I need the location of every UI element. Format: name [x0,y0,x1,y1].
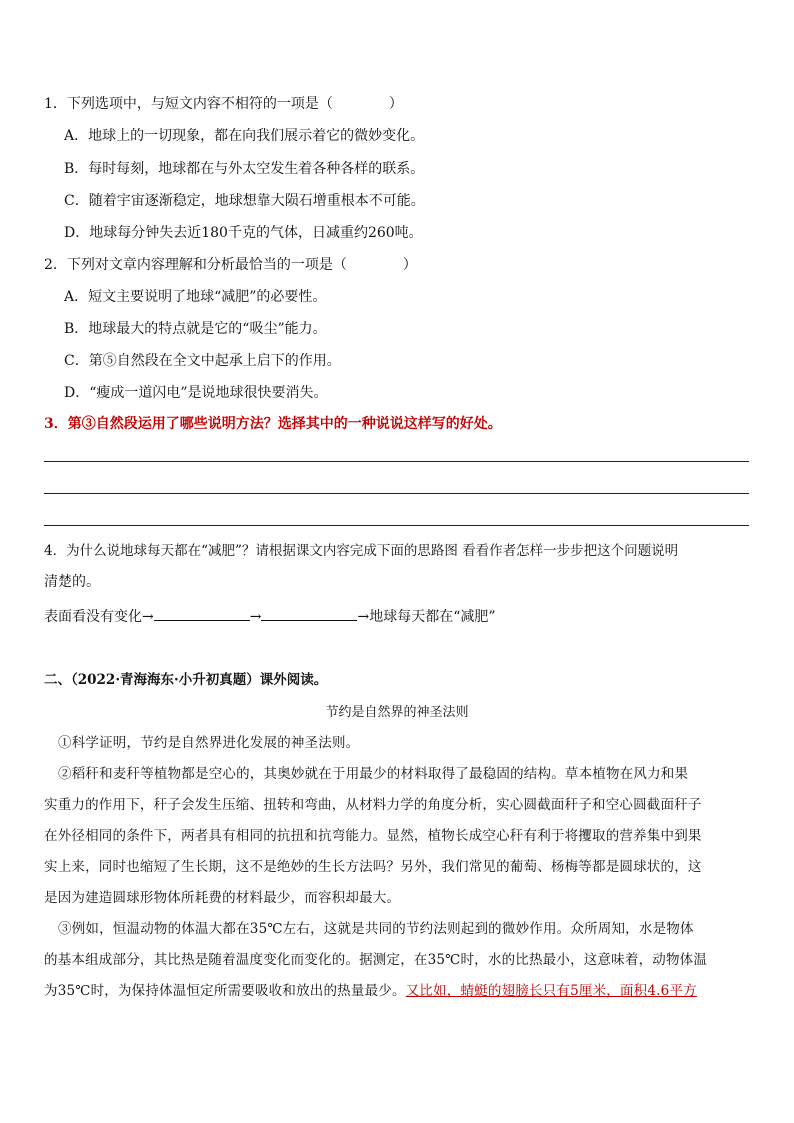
paragraph-3-line-3-text: 为35℃时，为保持体温恒定所需要吸收和放出的热量最少。 [44,983,406,999]
paragraph-3-line-3 [44,976,750,1007]
question-1-option-d: D．地球每分钟失去近180千克的气体，日减重约260吨。 [64,225,423,241]
paragraph-2-line-2: 实重力的作用下，秆子会发生压缩、扭转和弯曲，从材料力学的角度分析，实心圆截面秆子和空心圆截面秆子 [44,797,702,813]
question-2-option-a: A．短文主要说明了地球“减肥”的必要性。 [64,289,327,305]
arrow-icon: → [249,609,262,625]
paragraph-1: ①科学证明，节约是自然界进化发展的神圣法则。 [58,735,360,751]
question-2-option-c: C．第⑤自然段在全文中起承上启下的作用。 [64,353,341,369]
flow-start-label: 表面看没有变化 [44,609,142,625]
paragraph-2-line-3: 在外径相同的条件下，两者具有相同的抗扭和抗弯能力。显然，植物长成空心秆有利于将攫取的营养集中到果 [44,828,702,844]
paragraph-3-line-2: 的基本组成部分，其比热是随着温度变化而变化的。据测定，在35℃时，水的比热最小，这意味着，动物体温 [44,952,708,968]
question-4-stem-line1: 4．为什么说地球每天都在“减肥”？请根据课文内容完成下面的思路图 看看作者怎样一步步把这个问题说明 [44,543,679,559]
answer-line-3[interactable] [44,525,749,526]
paragraph-2-line-1: ②稻秆和麦秆等植物都是空心的，其奥妙就在于用最少的材料取得了最稳固的结构。草本植物在风力和果 [58,766,689,782]
question-1-option-b: B．每时每刻，地球都在与外太空发生着各种各样的联系。 [64,161,425,177]
passage-title: 节约是自然界的神圣法则 [325,705,469,720]
question-1-option-a: A．地球上的一切现象，都在向我们展示着它的微妙变化。 [64,128,425,144]
question-2-option-b: B．地球最大的特点就是它的“吸尘”能力。 [64,321,327,337]
highlighted-sentence: 又比如，蜻蜓的翅膀长只有5厘米，面积4.6平方 [405,983,697,999]
question-1-stem: 1．下列选项中，与短文内容不相符的一项是（ ） [44,96,403,112]
answer-line-1[interactable] [44,461,749,462]
section-2-heading: 二、（2022·青海海东·小升初真题）课外阅读。 [44,672,328,688]
question-4-flowchart [44,606,496,626]
question-2-option-d: D．“瘦成一道闪电”是说地球很快要消失。 [64,385,328,401]
passage-body [44,728,750,1007]
paragraph-2-line-4: 实上来，同时也缩短了生长期，这不是绝妙的生长方法吗？另外，我们常见的葡萄、杨梅等都是圆球状的，这 [44,859,702,875]
question-3-stem: 3．第③自然段运用了哪些说明方法？选择其中的一种说说这样写的好处。 [44,416,502,432]
paragraph-3-line-1: ③例如，恒温动物的体温大都在35℃左右，这就是共同的节约法则起到的微妙作用。众所周知，水是物体 [58,921,694,937]
arrow-icon: → [357,609,370,625]
arrow-icon: → [142,609,154,625]
question-4-stem-line2: 清楚的。 [44,574,100,590]
question-1-option-c: C．随着宇宙逐渐稳定，地球想靠大陨石增重根本不可能。 [64,193,425,209]
flow-blank-1[interactable] [154,606,250,621]
flow-end-label: 地球每天都在“减肥” [369,609,496,625]
flow-blank-2[interactable] [261,606,357,621]
answer-line-2[interactable] [44,493,749,494]
question-2-stem: 2．下列对文章内容理解和分析最恰当的一项是（ ） [44,257,417,273]
paragraph-2-line-5: 是因为建造圆球形物体所耗费的材料最少，而容积却最大。 [44,890,401,906]
